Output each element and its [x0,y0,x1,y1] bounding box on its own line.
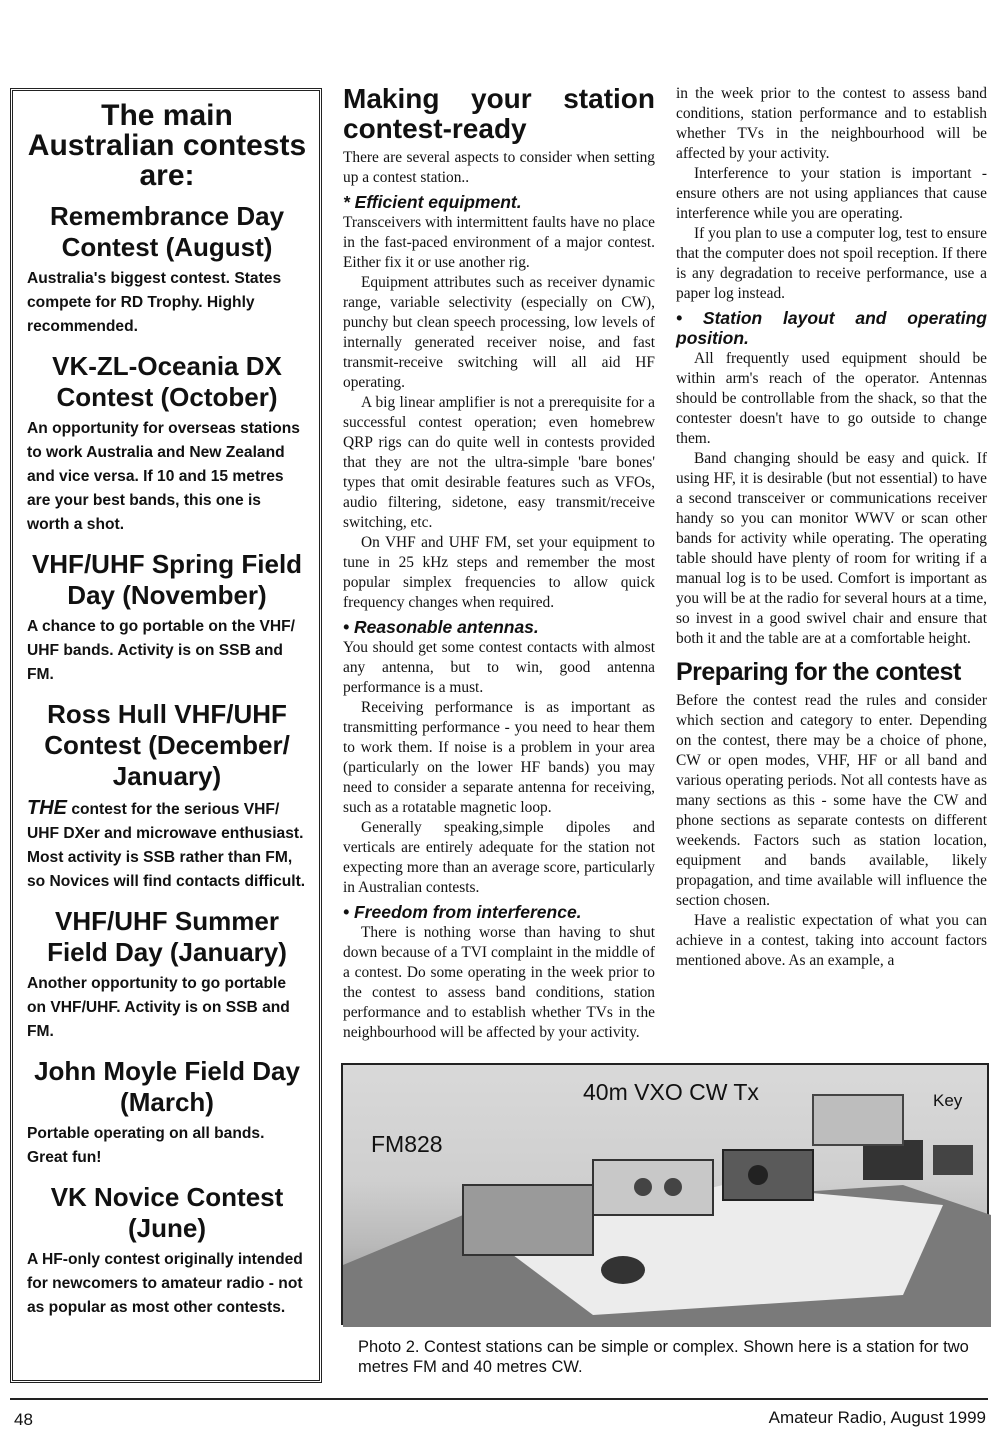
sidebar-title: The main Australian contests are: [27,99,307,192]
contest-desc [27,972,307,1044]
article-paragraph: All frequently used equipment should be within arm's reach of the operator. Antennas should be controllable from the shack, so that the contester doesn't have to go outside to change them. [676,350,987,447]
photo-label-fm: FM828 [371,1131,443,1157]
contest-desc-text: An opportunity for overseas stations to work Australia and New Zealand and vice versa. If 10 and 15 metres are your best bands, this one is worth a shot. [27,420,300,533]
section-heading: * Efficient equipment. [343,192,522,212]
article-paragraph: You should get some contest contacts with almost any antenna, but to win, good antenna performance is a must. [343,639,655,696]
contest-desc-text: Australia's biggest contest. States compete for RD Trophy. Highly recommended. [27,270,282,335]
contest-desc-text: A HF-only contest originally intended for newcomers to amateur radio - not as popular as most other contests. [27,1251,303,1316]
article-paragraph: Interference to your station is important - ensure others are not using appliances that cause interference while you are operating. [676,165,987,222]
article-paragraph: Before the contest read the rules and consider which section and category to enter. Depending on the contest, there may be a choice of phone, CW or open modes, VHF, HF or all band and various operating periods. Not all contests have as many sections as this - some have the CW and phone sections as separate contests on different weekends. Factors such as station location, equipment and bands available, likely propagation, and time available will influence the section chosen. [676,692,987,909]
contest-desc-text: A chance to go portable on the VHF/ UHF bands. Activity is on SSB and FM. [27,618,295,683]
contest-entry [27,1056,307,1170]
contest-desc [27,1122,307,1170]
contest-desc [27,796,307,894]
article-paragraph: There is nothing worse than having to shut down because of a TVI complaint in the middle of a contest. Do some operating in the week prior to the contest to assess band conditions, station performance and to establish whether TVs in the neighbourhood will be affected by your activity. [343,924,655,1041]
section-heading: • Station layout and operating position. [676,308,987,348]
photo-label-tx: 40m VXO CW Tx [583,1079,759,1105]
contest-desc [27,615,307,687]
contest-name: VHF/UHF Summer Field Day (January) [47,906,287,967]
photo-label-key: Key [933,1091,963,1110]
article-paragraph: Generally speaking,simple dipoles and verticals are entirely adequate for the station not expecting more than an average score, particularly in Australian contests. [343,819,655,896]
article-paragraph: If you plan to use a computer log, test to ensure that the computer does not spoil reception. If there is any degradation to receive performance, use a paper log instead. [676,225,987,302]
article-paragraph: A big linear amplifier is not a prerequisite for a successful contest operation; even homebrew QRP rigs can do quite well in contests provided that they are not the ultra-simple 'bare bones' types that omit desirable features such as VFOs, audio filtering, sidetone, easy transmit/receive switching, etc. [343,394,655,531]
contest-desc-text: Another opportunity to go portable on VHF/UHF. Activity is on SSB and FM. [27,975,290,1040]
contest-entry [27,201,307,339]
photo-caption: Photo 2. Contest stations can be simple or complex. Shown here is a station for two metres FM and 40 metres CW. [358,1338,969,1376]
footer-rule [10,1398,988,1400]
contest-entry [27,351,307,537]
contest-name: Ross Hull VHF/UHF Contest (December/ January) [44,699,290,791]
contest-desc [27,267,307,339]
section-title: Preparing for the contest [676,658,961,686]
station-photo [341,1063,989,1325]
article-title: Making your station contest-ready [343,83,655,144]
contest-desc-text: Portable operating on all bands. Great fun! [27,1125,265,1166]
page-number: 48 [14,1410,33,1429]
contest-name: VK Novice Contest (June) [50,1182,284,1243]
article-paragraph: On VHF and UHF FM, set your equipment to tune in 25 kHz steps and remember the most popular simplex frequencies to allow quick frequency changes when required. [343,534,655,611]
article-paragraph: Band changing should be easy and quick. If using HF, it is desirable (but not essential) to have a second transceiver or communications receiver handy so you can monitor WWV or scan other bands for activity while operating. The operating table should have plenty of room for writing if a manual log is to be used. Comfort is important as you will be at the radio for several hours at a time, so invest in a good swivel chair and ensure that both it and the table are at a comfortable height. [676,450,987,647]
article-paragraph: Have a realistic expectation of what you can achieve in a contest, taking into account factors mentioned above. As an example, a [676,912,987,969]
article-paragraph: Transceivers with intermittent faults have no place in the fast-paced environment of a major contest. Either fix it or use another rig. [343,214,655,271]
contest-sidebar [10,88,322,1383]
article-paragraph-continued: in the week prior to the contest to assess band conditions, station performance and to establish whether TVs in the neighbourhood will be affected by your activity. [676,85,987,162]
contest-entry [27,906,307,1044]
section-heading: • Reasonable antennas. [343,617,539,637]
contest-desc-text: contest for the serious VHF/ UHF DXer and microwave enthusiast. Most activity is SSB rather than FM, so Novices will find contacts difficult. [27,801,306,890]
magazine-footer: Amateur Radio, August 1999 [768,1408,986,1427]
contest-entry [27,1182,307,1320]
article-column-1 [343,83,655,1041]
contest-desc-lead: THE [27,797,67,819]
contest-entry [27,699,307,894]
contest-name: Remembrance Day Contest (August) [49,201,285,262]
section-heading: • Freedom from interference. [343,902,582,922]
contest-name: John Moyle Field Day (March) [34,1056,300,1117]
article-paragraph: Equipment attributes such as receiver dynamic range, variable selectivity (especially on CW), punchy but clean speech processing, low levels of internally generated receiver noise, and fast transmit-receive switching will all aid HF operating. [343,274,655,391]
article-column-2 [676,84,987,971]
contest-desc [27,1248,307,1320]
article-paragraph: There are several aspects to consider when setting up a contest station.. [343,149,655,186]
contest-name: VK-ZL-Oceania DX Contest (October) [52,351,282,412]
contest-entry [27,549,307,687]
contest-name: VHF/UHF Spring Field Day (November) [31,549,303,610]
article-paragraph: Receiving performance is as important as transmitting performance - you need to hear them to work them. If noise is a problem in your area (particularly on the lower HF bands) you may need to consider a separate antenna for receiving, such as a rotatable magnetic loop. [343,699,655,816]
contest-desc [27,417,307,537]
